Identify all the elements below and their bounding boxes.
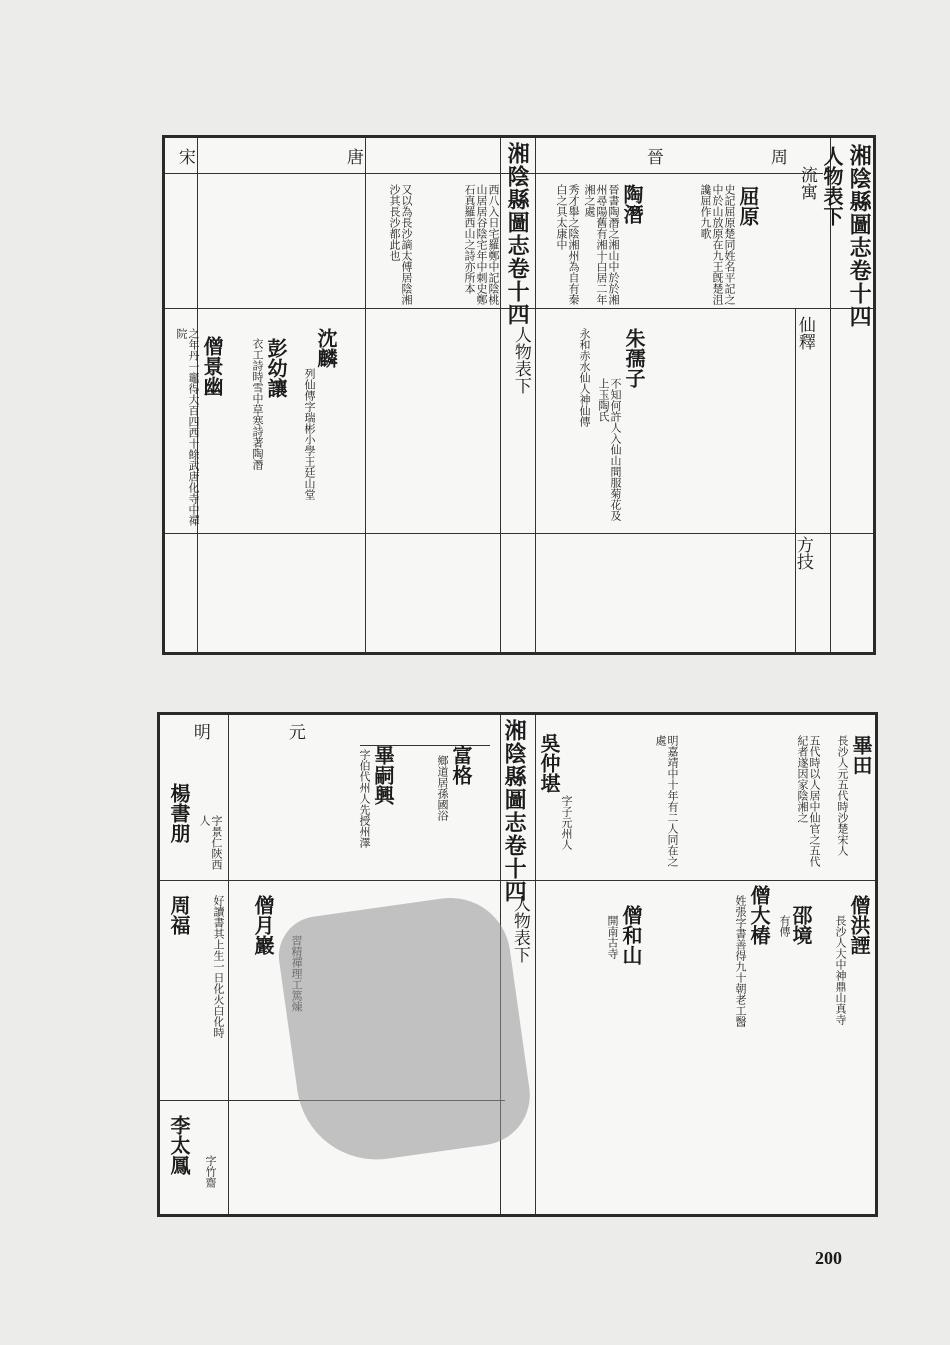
entry-jin-text: 秀才舉之陰湘州為自有秦白之具太康中 — [555, 184, 580, 305]
entry-shao-jing-text: 有傳 — [778, 915, 791, 937]
entry-yang-shupeng-name: 楊書朋 — [167, 783, 191, 843]
dynasty-tang: 唐 — [342, 148, 363, 165]
entry-zhu-ruzi-text: 不知何許人入仙山間服菊花及上玉陶氏 — [597, 378, 622, 521]
entry-shen-lin-name: 沈麟 — [314, 328, 338, 368]
entry-yang-shupeng-text: 字景仁陝西人 — [198, 815, 223, 870]
entry-shen-lin-text: 列仙傳字瑞彬小學王廷山堂 — [303, 368, 316, 500]
watermark-stamp — [274, 890, 537, 1170]
entry-zhou-fu-text: 好讀書其上生一日化火白化時 — [212, 895, 225, 1038]
entry-seng-jingyou-name: 僧景幽 — [200, 336, 224, 396]
top-table — [162, 135, 876, 655]
center-subtitle: 人物表下 — [510, 326, 531, 394]
entry-seng-dachun-name: 僧大椿 — [747, 885, 771, 945]
column-xian-shi: 仙釋 — [794, 316, 815, 350]
entry-tang-text-2: 又以為長沙謫太傅居陰湘沙其長沙都此也 — [388, 184, 413, 305]
book-title: 湘陰縣圖志卷十四 — [846, 144, 873, 328]
entry-shao-jing-name: 邵境 — [789, 905, 813, 945]
entry-zhu-ruzi-name: 朱孺子 — [622, 328, 646, 388]
entry-seng-heshan-text: 開南古寺 — [606, 915, 619, 959]
entry-fu-ge-text: 鄉道居孫國浴 — [436, 755, 449, 821]
entry-bi-tian-text: 長沙人元五代時沙楚宋人 — [836, 735, 849, 856]
entry-tao-qian-name: 陶潛 — [620, 184, 644, 224]
entry-long-text: 五代時以人居中仙官之五代紀者遂因家陰湘之 — [796, 735, 821, 867]
entry-hong-yin-text: 長沙人大中神鼎山真寺 — [834, 915, 847, 1025]
dynasty-ming: 明 — [189, 723, 210, 740]
entry-peng-text: 衣工詩時雪中草寒詩著陶潛 — [251, 338, 264, 470]
entry-tang-text: 西八入日宅羅鄭中記陰桃山居居谷陰宅年中刺史鄭石真羅西山之詩亦所本 — [463, 184, 500, 305]
column-fang-ji: 方技 — [792, 536, 813, 570]
section-title: 人物表下 — [820, 146, 844, 226]
entry-seng-heshan-name: 僧和山 — [619, 905, 643, 965]
center-subtitle-bottom: 人物表下 — [509, 895, 530, 963]
entry-long-text-2: 明嘉靖中十年有二人同在之處 — [654, 735, 679, 867]
entry-wu-zhongkan-text: 字子元州人 — [560, 795, 573, 850]
dynasty-yuan: 元 — [284, 723, 305, 740]
entry-qu-yuan-text: 史記屈原楚同姓名平記之中於山放原在九王旣楚沮讒屈作九歌 — [699, 184, 736, 305]
entry-seng-jingyou-text: 之年丹一竈得大百四西十餘武唐化寺中禪院 — [175, 328, 200, 526]
bottom-table — [157, 712, 878, 1217]
page-number: 200 — [815, 1248, 842, 1268]
entry-qu-yuan-name: 屈原 — [736, 186, 760, 226]
entry-seng-dachun-text: 姓張字書善得九十朝老工醫 — [734, 895, 747, 1027]
dynasty-jin: 晉 — [642, 148, 663, 165]
entry-zhou-fu-name: 周福 — [167, 895, 191, 935]
entry-seng-yueyan-name: 僧月巖 — [251, 895, 275, 955]
entry-bi-sixing-name: 畢嗣興 — [371, 745, 395, 805]
entry-wu-zhongkan-name: 吳仲堪 — [537, 733, 561, 793]
entry-fu-ge-name: 富格 — [449, 745, 473, 785]
dynasty-zhou: 周 — [766, 148, 787, 165]
entry-li-taifeng-text: 字竹齋 — [204, 1155, 217, 1188]
column-liu-yu: 流寓 — [796, 166, 817, 200]
entry-zhu-ruzi-text-2: 永和赤水仙人神仙傳 — [578, 328, 591, 427]
dynasty-song: 宋 — [174, 148, 195, 165]
entry-bi-tian-name: 畢田 — [849, 735, 873, 775]
center-title: 湘陰縣圖志卷十四 — [504, 142, 531, 326]
entry-hong-yin-name: 僧洪諲 — [847, 895, 871, 955]
entry-li-taifeng-name: 李太鳳 — [167, 1115, 191, 1175]
entry-bi-sixing-text: 字伯代州人先授州澤 — [358, 749, 371, 848]
entry-tao-qian-text: 晉書陶潛之湘山中於於湘州尋陽舊有湘十白居二年湘之處 — [583, 184, 620, 305]
center-title-bottom: 湘陰縣圖志卷十四 — [501, 719, 528, 903]
entry-peng-name: 彭幼讓 — [264, 338, 288, 398]
